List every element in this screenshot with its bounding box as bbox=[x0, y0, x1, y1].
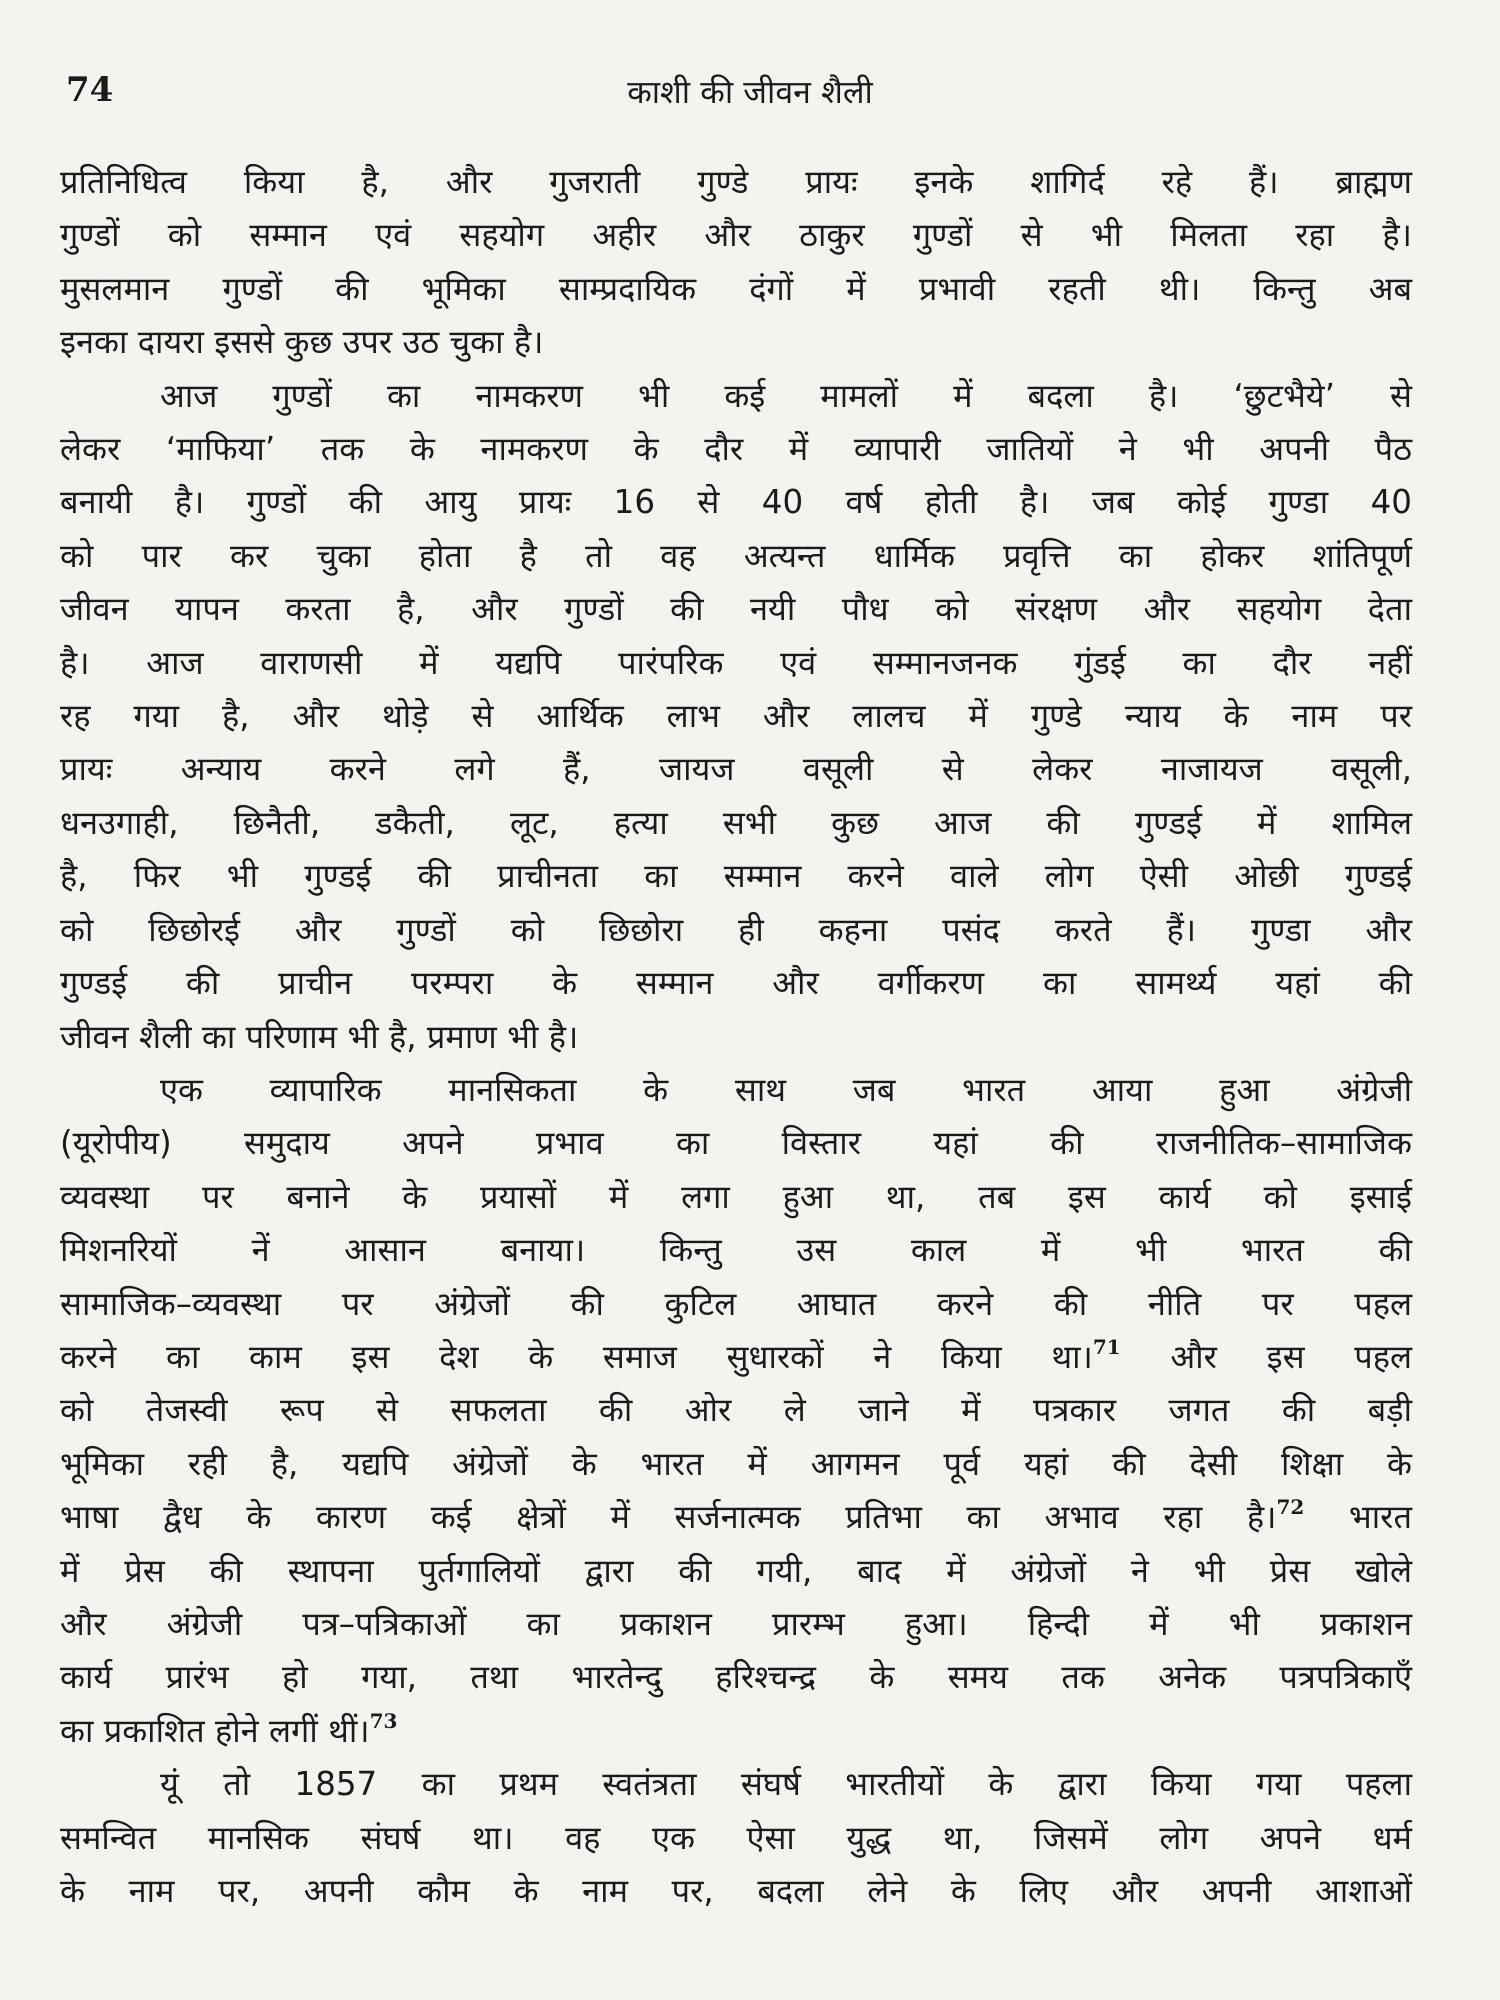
text-line: और अंग्रेजी पत्र–पत्रिकाओं का प्रकाशन प्रारम्भ हुआ। हिन्दी में भी प्रकाशन bbox=[60, 1604, 1412, 1643]
text-line: को छिछोरई और गुण्डों को छिछोरा ही कहना पसंद करते हैं। गुण्डा और bbox=[60, 910, 1412, 949]
text-line: इनका दायरा इससे कुछ उपर उठ चुका है। bbox=[60, 323, 544, 362]
page-number: 74 bbox=[66, 70, 114, 110]
text-segment: भारत bbox=[1348, 1498, 1412, 1537]
text-line-with-footnote bbox=[60, 1705, 1412, 1758]
text-line: जीवन यापन करता है, और गुण्डों की नयी पौध को संरक्षण और सहयोग देता bbox=[60, 590, 1412, 629]
footnote-ref-72: 72 bbox=[1276, 1495, 1305, 1520]
text-line: (यूरोपीय) समुदाय अपने प्रभाव का विस्तार यहां की राजनीतिक–सामाजिक bbox=[60, 1124, 1412, 1163]
running-title: काशी की जीवन शैली bbox=[627, 73, 873, 111]
body-text bbox=[60, 156, 1412, 1918]
text-line: है। आज वाराणसी में यद्यपि पारंपरिक एवं सम्मानजनक गुंडई का दौर नहीं bbox=[60, 643, 1412, 682]
paragraph-1 bbox=[60, 156, 1412, 370]
text-line: कार्य प्रारंभ हो गया, तथा भारतेन्दु हरिश्चन्द्र के समय तक अनेक पत्रपत्रिकाएँ bbox=[60, 1658, 1412, 1697]
text-line: रह गया है, और थोड़े से आर्थिक लाभ और लालच में गुण्डे न्याय के नाम पर bbox=[60, 697, 1412, 736]
text-line: के नाम पर, अपनी कौम के नाम पर, बदला लेने के लिए और अपनी आशाओं bbox=[60, 1872, 1412, 1910]
text-line: यूं तो 1857 का प्रथम स्वतंत्रता संघर्ष भारतीयों के द्वारा किया गया पहला bbox=[160, 1765, 1412, 1804]
footnote-ref-73: 73 bbox=[369, 1708, 398, 1733]
text-line: को पार कर चुका होता है तो वह अत्यन्त धार्मिक प्रवृत्ति का होकर शांतिपूर्ण bbox=[60, 536, 1412, 575]
text-line: को तेजस्वी रूप से सफलता की ओर ले जाने में पत्रकार जगत की बड़ी bbox=[60, 1391, 1412, 1430]
text-segment: करने का काम इस देश के समाज सुधारकों ने किया था। bbox=[60, 1337, 1093, 1376]
text-line: गुण्डों को सम्मान एवं सहयोग अहीर और ठाकुर गुण्डों से भी मिलता रहा है। bbox=[60, 216, 1412, 255]
text-segment: और इस पहल bbox=[1170, 1337, 1412, 1376]
text-segment: का प्रकाशित होने लगीं थीं। bbox=[60, 1711, 370, 1750]
paragraph-3 bbox=[60, 1064, 1412, 1758]
text-line: व्यवस्था पर बनाने के प्रयासों में लगा हुआ था, तब इस कार्य को इसाई bbox=[60, 1177, 1412, 1216]
text-line: प्रतिनिधित्व किया है, और गुजराती गुण्डे प्रायः इनके शागिर्द रहे हैं। ब्राह्मण bbox=[60, 163, 1412, 201]
footnote-ref-71: 71 bbox=[1092, 1334, 1121, 1359]
text-line: एक व्यापारिक मानसिकता के साथ जब भारत आया हुआ अंग्रेजी bbox=[160, 1070, 1412, 1109]
text-line: सामाजिक–व्यवस्था पर अंग्रेजों की कुटिल आघात करने की नीति पर पहल bbox=[60, 1284, 1412, 1323]
text-line-with-footnote bbox=[60, 1491, 1412, 1544]
text-line: मुसलमान गुण्डों की भूमिका साम्प्रदायिक दंगों में प्रभावी रहती थी। किन्तु अब bbox=[60, 269, 1412, 308]
paragraph-4 bbox=[60, 1758, 1412, 1918]
text-line: धनउगाही, छिनैती, डकैती, लूट, हत्या सभी कुछ आज की गुण्डई में शामिल bbox=[60, 803, 1412, 842]
text-line: है, फिर भी गुण्डई की प्राचीनता का सम्मान करने वाले लोग ऐसी ओछी गुण्डई bbox=[60, 857, 1412, 896]
text-line: में प्रेस की स्थापना पुर्तगालियों द्वारा की गयी, बाद में अंग्रेजों ने भी प्रेस खोले bbox=[60, 1551, 1412, 1590]
text-line: लेकर ‘माफिया’ तक के नामकरण के दौर में व्यापारी जातियों ने भी अपनी पैठ bbox=[60, 430, 1412, 469]
paragraph-2 bbox=[60, 370, 1412, 1064]
text-line: गुण्डई की प्राचीन परम्परा के सम्मान और वर्गीकरण का सामर्थ्य यहां की bbox=[60, 964, 1412, 1003]
text-line: प्रायः अन्याय करने लगे हैं, जायज वसूली से लेकर नाजायज वसूली, bbox=[60, 750, 1412, 789]
text-line: आज गुण्डों का नामकरण भी कई मामलों में बदला है। ‘छुटभैये’ से bbox=[160, 376, 1412, 415]
text-line: बनायी है। गुण्डों की आयु प्रायः 16 से 40 वर्ष होती है। जब कोई गुण्डा 40 bbox=[60, 483, 1412, 522]
page-header bbox=[62, 62, 1438, 122]
text-line: मिशनरियों नें आसान बनाया। किन्तु उस काल में भी भारत की bbox=[60, 1231, 1412, 1270]
text-segment: भाषा द्वैध के कारण कई क्षेत्रों में सर्जनात्मक प्रतिभा का अभाव रहा है। bbox=[60, 1498, 1277, 1537]
text-line: भूमिका रही है, यद्यपि अंग्रेजों के भारत में आगमन पूर्व यहां की देसी शिक्षा के bbox=[60, 1444, 1412, 1483]
text-line-with-footnote bbox=[60, 1331, 1412, 1384]
text-line: जीवन शैली का परिणाम भी है, प्रमाण भी है। bbox=[60, 1017, 579, 1056]
text-line: समन्वित मानसिक संघर्ष था। वह एक ऐसा युद्ध था, जिसमें लोग अपने धर्म bbox=[60, 1818, 1412, 1857]
